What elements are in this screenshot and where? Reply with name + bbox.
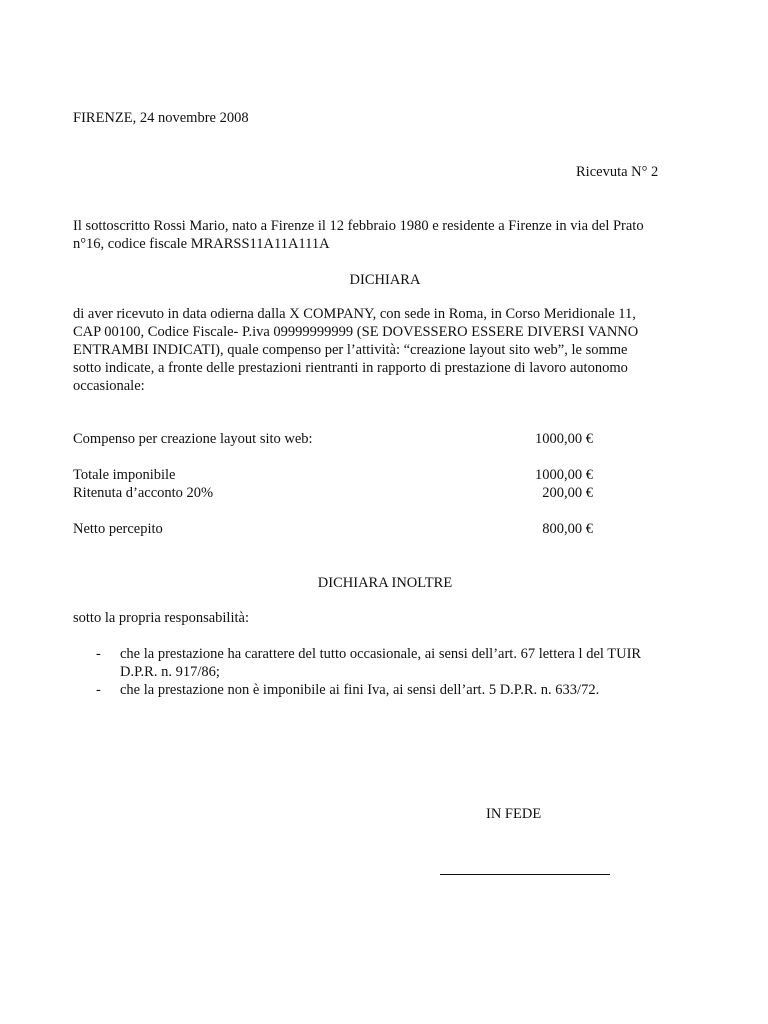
netto-label: Netto percepito [73,521,163,537]
netto-value: 800,00 € [542,521,593,537]
intro-line: Il sottoscritto Rossi Mario, nato a Firenze il 12 febbraio 1980 e residente a Firenze in via del Prato [73,218,644,234]
intro-line: n°16, codice fiscale MRARSS11A11A111A [73,236,330,252]
bullet-dash: - [96,682,101,698]
signature-label: IN FEDE [486,806,542,822]
ritenuta-label: Ritenuta d’acconto 20% [73,485,214,501]
declaration-title: DICHIARA [349,272,421,288]
declaration-line: occasionale: [73,378,145,394]
list-item-line: D.P.R. n. 917/86; [120,664,220,680]
ritenuta-value: 200,00 € [542,485,593,501]
declaration-line: CAP 00100, Codice Fiscale- P.iva 09999999999 (SE DOVESSERO ESSERE DIVERSI VANNO [73,324,639,340]
responsibility-intro: sotto la propria responsabilità: [73,610,249,626]
bullet-dash: - [96,646,101,662]
compenso-value: 1000,00 € [535,431,593,447]
declaration-line: sotto indicate, a fronte delle prestazioni rientranti in rapporto di prestazione di lavoro autonomo [73,360,628,376]
list-item [120,645,700,681]
receipt-number: Ricevuta N° 2 [576,164,659,180]
place-date: FIRENZE, 24 novembre 2008 [73,110,249,126]
totale-imponibile-label: Totale imponibile [73,467,176,483]
further-declaration-title: DICHIARA INOLTRE [317,575,453,591]
declaration-paragraph [73,305,693,395]
intro-paragraph [73,217,693,253]
signature-line [440,874,610,875]
list-item-line: che la prestazione ha carattere del tutto occasionale, ai sensi dell’art. 67 lettera l del TUIR [120,646,642,662]
compenso-label: Compenso per creazione layout sito web: [73,431,313,447]
list-item [120,681,700,699]
list-item-line: che la prestazione non è imponibile ai fini Iva, ai sensi dell’art. 5 D.P.R. n. 633/72. [120,682,600,698]
totale-imponibile-value: 1000,00 € [535,467,593,483]
declaration-line: di aver ricevuto in data odierna dalla X COMPANY, con sede in Roma, in Corso Meridionale 11, [73,306,636,322]
declaration-line: ENTRAMBI INDICATI), quale compenso per l’attività: “creazione layout sito web”, le somme [73,342,628,358]
